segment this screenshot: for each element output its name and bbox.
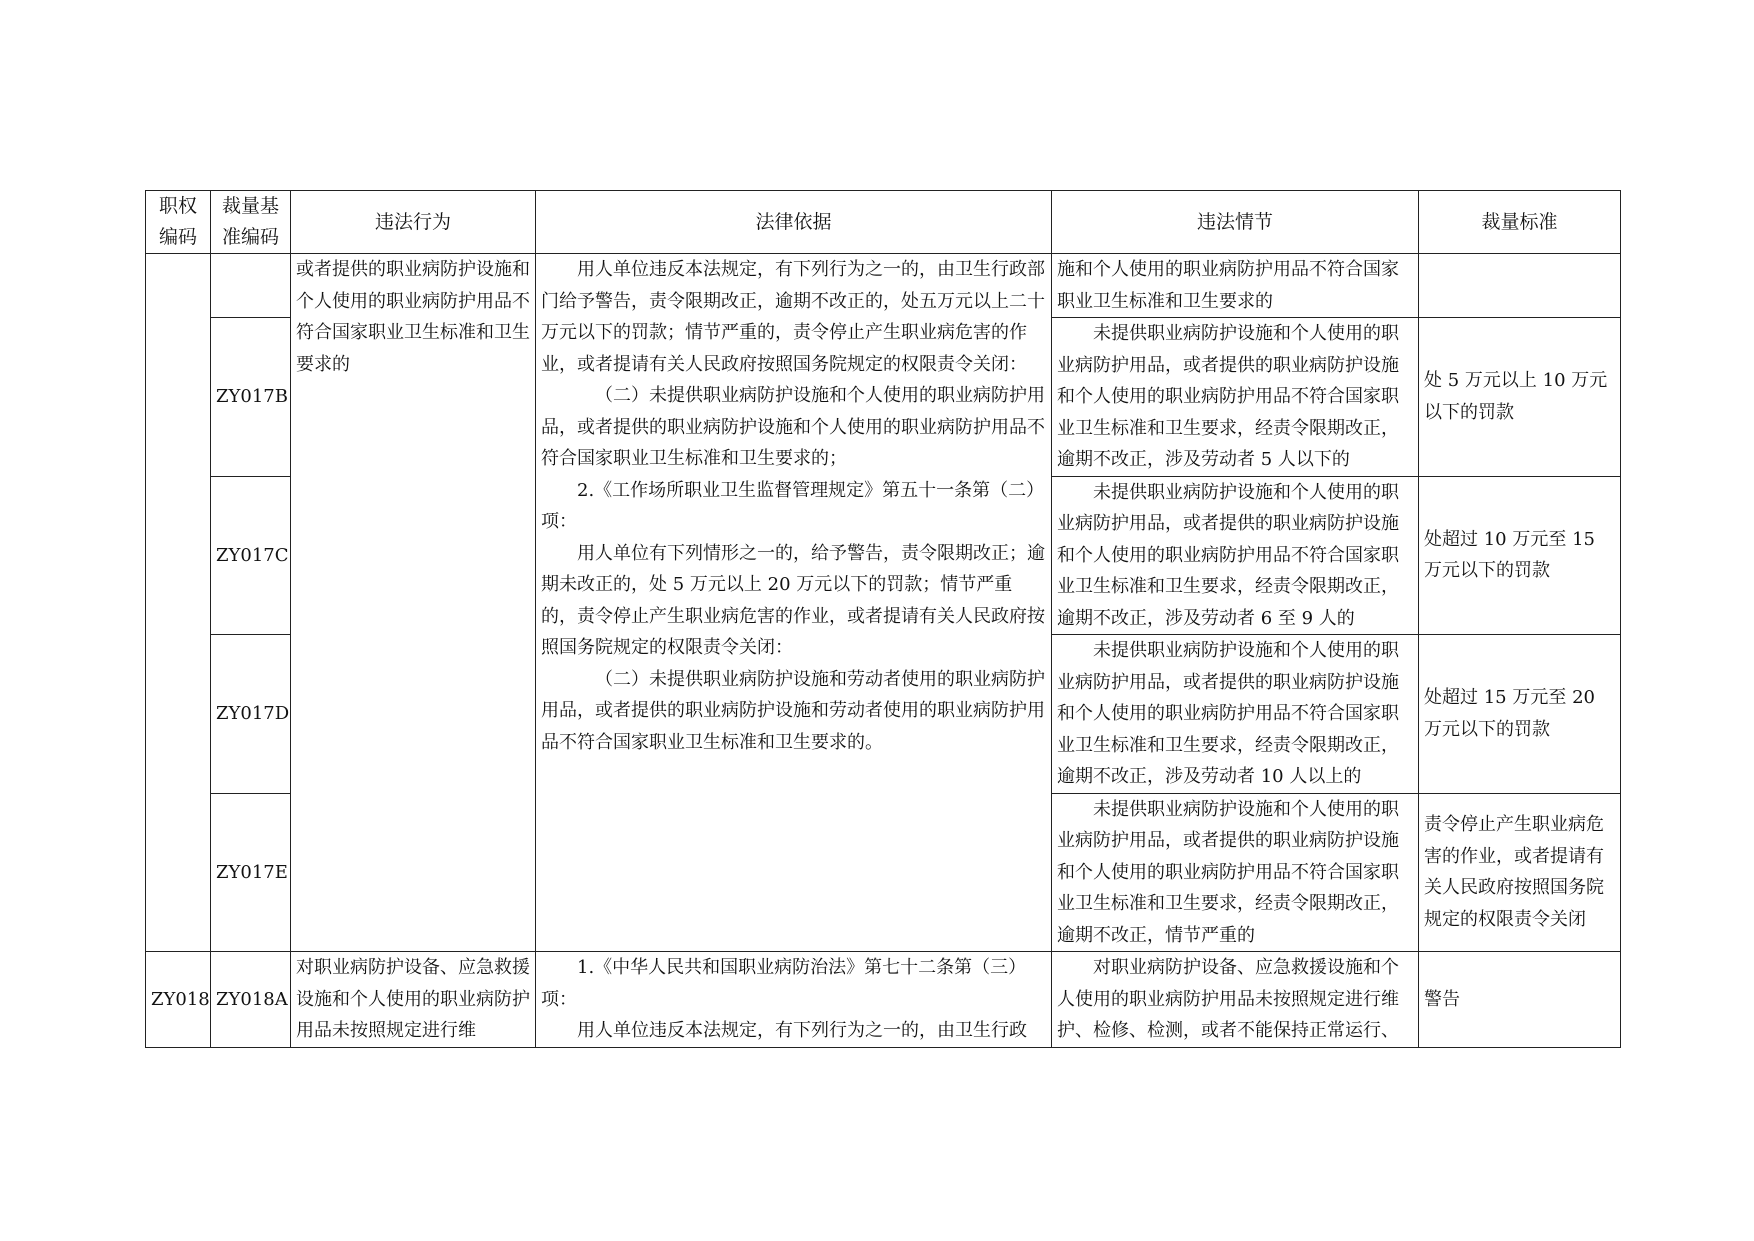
base-code-cell: ZY017E (211, 793, 291, 952)
legal-basis-cell (536, 254, 1052, 952)
violation-cell: 对职业病防护设备、应急救援设施和个人使用的职业病防护用品未按照规定进行维 (291, 952, 536, 1048)
header-base-code-line-2: 准编码 (221, 226, 279, 248)
circumstance-cell (1052, 318, 1419, 477)
circumstance-text: 未提供职业病防护设施和个人使用的职业病防护用品，或者提供的职业病防护设施和个人使用的职业病防护用品不符合国家职业卫生标准和卫生要求，经责令限期改正，逾期不改正，涉及劳动者 6 至 9 人的 (1057, 481, 1399, 629)
header-auth-code-line-2: 编码 (158, 226, 197, 248)
circumstance-cell (1052, 635, 1419, 794)
header-auth-code (146, 191, 211, 254)
header-standard: 裁量标准 (1419, 191, 1621, 254)
law-paragraph: 1.《中华人民共和国职业病防治法》第七十二条第（三）项： (541, 957, 1027, 1010)
law-paragraph: 用人单位有下列情形之一的，给予警告，责令限期改正；逾期未改正的，处 5 万元以上 20 万元以下的罚款；情节严重的，责令停止产生职业病危害的作业，或者提请有关人民政府按照国务院规定的权限责令关闭： (541, 542, 1045, 658)
law-paragraph: （二）未提供职业病防护设施和个人使用的职业病防护用品，或者提供的职业病防护设施和个人使用的职业病防护用品不符合国家职业卫生标准和卫生要求的； (541, 385, 1045, 469)
table-body (146, 254, 1621, 1048)
circumstance-cell: 施和个人使用的职业病防护用品不符合国家职业卫生标准和卫生要求的 (1052, 254, 1419, 318)
standard-cell (1419, 254, 1621, 318)
table-row (146, 254, 1621, 318)
law-paragraph: 用人单位违反本法规定，有下列行为之一的，由卫生行政部门给予警告，责令限期改正，逾期不改正的，处五万元以上二十万元以下的罚款；情节严重的，责令停止产生职业病危害的作业，或者提请有关人民政府按照国务院规定的权限责令关闭： (541, 259, 1045, 375)
header-auth-code-line-1: 职权 (158, 195, 197, 217)
circumstance-text: 未提供职业病防护设施和个人使用的职业病防护用品，或者提供的职业病防护设施和个人使用的职业病防护用品不符合国家职业卫生标准和卫生要求，经责令限期改正，逾期不改正，情节严重的 (1057, 798, 1399, 946)
legal-basis-cell (536, 952, 1052, 1048)
header-base-code-line-1: 裁量基 (221, 195, 279, 217)
standard-cell: 处超过 10 万元至 15 万元以下的罚款 (1419, 476, 1621, 635)
base-code-cell (211, 254, 291, 318)
law-paragraph: （二）未提供职业病防护设施和劳动者使用的职业病防护用品，或者提供的职业病防护设施和劳动者使用的职业病防护用品不符合国家职业卫生标准和卫生要求的。 (541, 668, 1045, 753)
table-header (146, 191, 1621, 254)
circumstance-cell (1052, 476, 1419, 635)
standard-cell: 处超过 15 万元至 20 万元以下的罚款 (1419, 635, 1621, 794)
header-base-code (211, 191, 291, 254)
header-violation: 违法行为 (291, 191, 536, 254)
standard-cell: 责令停止产生职业病危害的作业，或者提请有关人民政府按照国务院规定的权限责令关闭 (1419, 793, 1621, 952)
standard-cell: 处 5 万元以上 10 万元以下的罚款 (1419, 318, 1621, 477)
auth-code-cell: ZY018 (146, 952, 211, 1048)
auth-code-cell-empty (146, 254, 211, 952)
law-paragraph: 用人单位违反本法规定，有下列行为之一的，由卫生行政 (577, 1020, 1027, 1041)
base-code-cell: ZY017C (211, 476, 291, 635)
base-code-cell: ZY017B (211, 318, 291, 477)
table-row (146, 952, 1621, 1048)
penalty-standards-table (145, 190, 1621, 1048)
law-paragraph: 2.《工作场所职业卫生监督管理规定》第五十一条第（二）项： (541, 479, 1045, 532)
violation-cell: 或者提供的职业病防护设施和个人使用的职业病防护用品不符合国家职业卫生标准和卫生要求的 (291, 254, 536, 952)
header-circumstance: 违法情节 (1052, 191, 1419, 254)
circumstance-cell (1052, 793, 1419, 952)
circumstance-text: 未提供职业病防护设施和个人使用的职业病防护用品，或者提供的职业病防护设施和个人使用的职业病防护用品不符合国家职业卫生标准和卫生要求，经责令限期改正，逾期不改正，涉及劳动者 10 人以上的 (1057, 640, 1399, 787)
standard-cell: 警告 (1419, 952, 1621, 1048)
circumstance-text: 对职业病防护设备、应急救援设施和个人使用的职业病防护用品未按照规定进行维护、检修、检测，或者不能保持正常运行、 (1057, 957, 1399, 1041)
base-code-cell: ZY018A (211, 952, 291, 1048)
circumstance-cell (1052, 952, 1419, 1048)
header-legal-basis: 法律依据 (536, 191, 1052, 254)
base-code-cell: ZY017D (211, 635, 291, 794)
circumstance-text: 未提供职业病防护设施和个人使用的职业病防护用品，或者提供的职业病防护设施和个人使用的职业病防护用品不符合国家职业卫生标准和卫生要求，经责令限期改正，逾期不改正，涉及劳动者 5 人以下的 (1057, 323, 1399, 470)
header-row (146, 191, 1621, 254)
